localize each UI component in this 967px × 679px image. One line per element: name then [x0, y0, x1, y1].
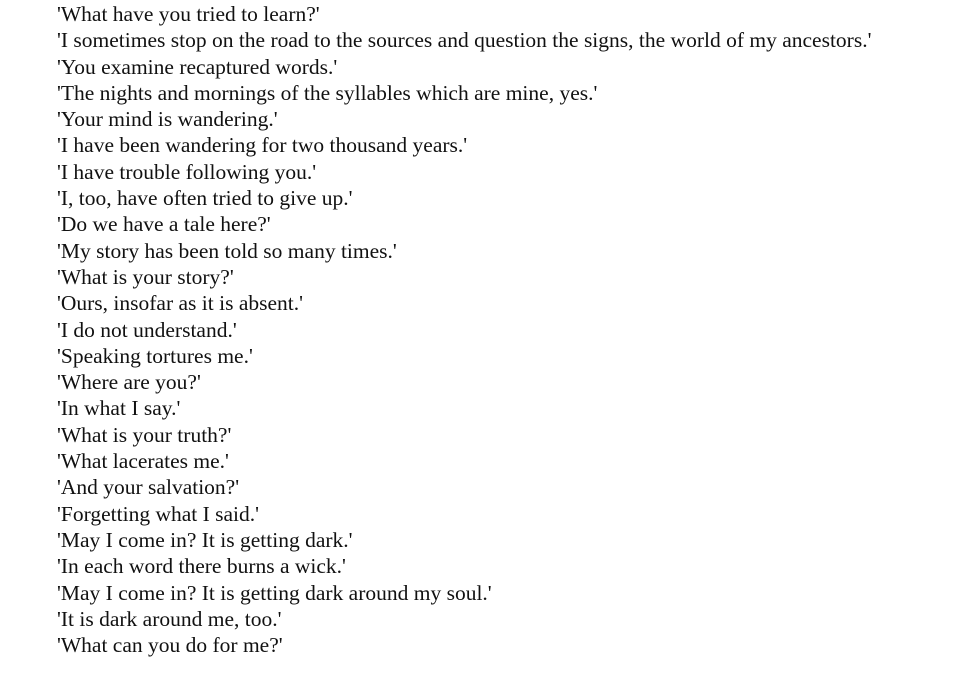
dialogue-line: 'What lacerates me.'	[57, 449, 229, 474]
dialogue-line: 'In each word there burns a wick.'	[57, 554, 346, 579]
dialogue-line: 'Ours, insofar as it is absent.'	[57, 291, 304, 316]
dialogue-line: 'It is dark around me, too.'	[57, 606, 282, 631]
dialogue-line: 'And your salvation?'	[57, 475, 240, 500]
dialogue-line: 'I do not understand.'	[57, 317, 237, 342]
dialogue-line: 'What have you tried to learn?'	[57, 2, 320, 26]
dialogue-line: 'You examine recaptured words.'	[57, 54, 338, 79]
dialogue-line: 'The nights and mornings of the syllables which are mine, yes.'	[57, 80, 598, 105]
dialogue-line: 'In what I say.'	[57, 396, 181, 421]
dialogue-line: 'Your mind is wandering.'	[57, 107, 278, 132]
dialogue-line: 'May I come in? It is getting dark.'	[57, 527, 353, 552]
dialogue-line: 'What is your story?'	[57, 264, 234, 289]
dialogue-text	[57, 1, 871, 658]
dialogue-line: 'I have trouble following you.'	[57, 159, 317, 184]
dialogue-line: 'I sometimes stop on the road to the sources and question the signs, the world of my ancestors.'	[57, 28, 872, 53]
dialogue-line: 'My story has been told so many times.'	[57, 238, 397, 263]
dialogue-line: 'Do we have a tale here?'	[57, 212, 271, 237]
dialogue-line: 'May I come in? It is getting dark around my soul.'	[57, 580, 492, 605]
dialogue-line: 'What is your truth?'	[57, 422, 232, 447]
dialogue-line: 'Speaking tortures me.'	[57, 343, 253, 368]
dialogue-line: 'Where are you?'	[57, 370, 201, 395]
dialogue-line: 'Forgetting what I said.'	[57, 501, 260, 526]
dialogue-line: 'I, too, have often tried to give up.'	[57, 186, 353, 211]
dialogue-line: 'What can you do for me?'	[57, 633, 283, 658]
dialogue-line: 'I have been wandering for two thousand years.'	[57, 133, 468, 158]
